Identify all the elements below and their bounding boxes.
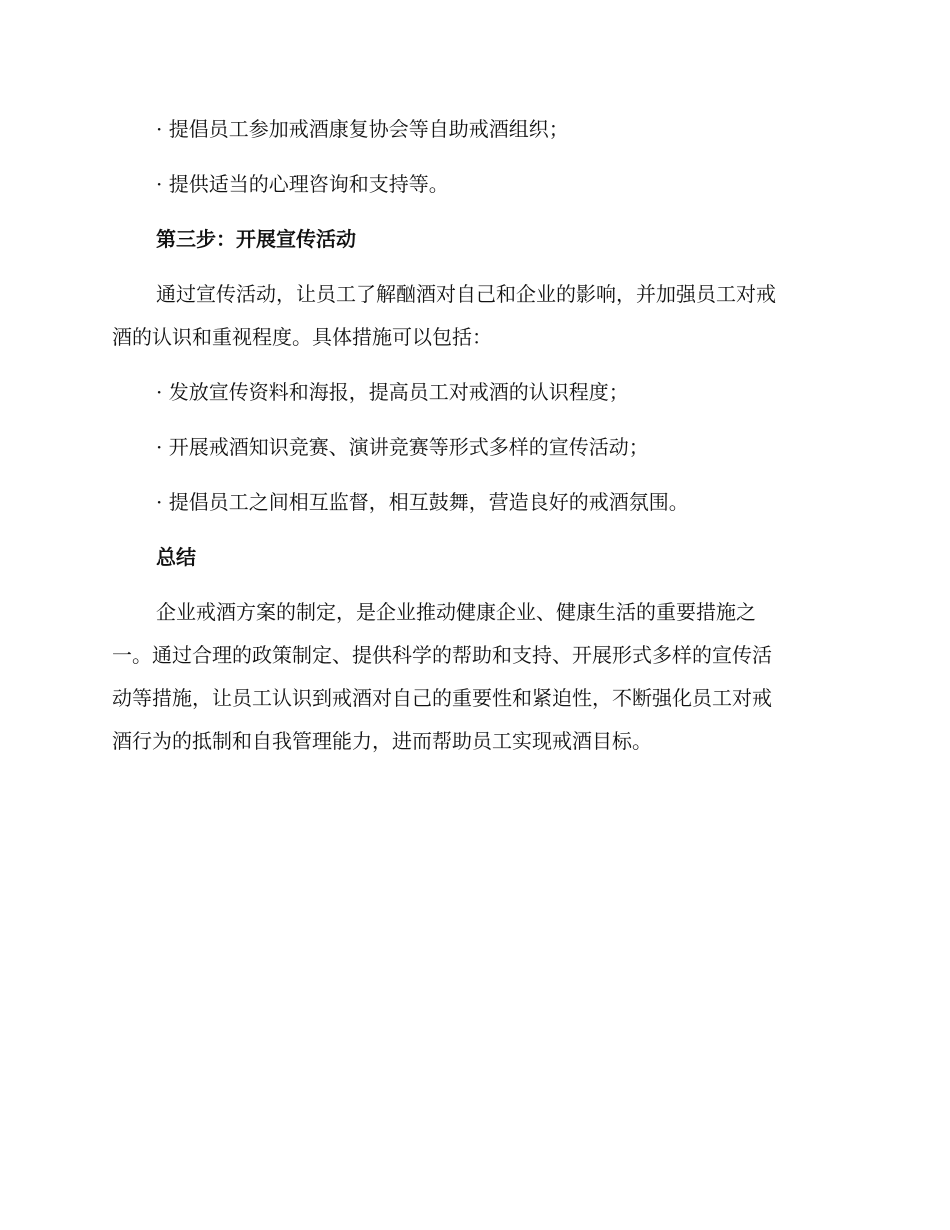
document-body — [112, 108, 832, 775]
paragraph-line: 动等措施，让员工认识到戒酒对自己的重要性和紧迫性，不断强化员工对戒 — [112, 686, 772, 710]
paragraph-line: 企业戒酒方案的制定，是企业推动健康企业、健康生活的重要措施之 — [156, 600, 756, 624]
paragraph-line: 通过宣传活动，让员工了解酗酒对自己和企业的影响，并加强员工对戒 — [156, 282, 776, 306]
paragraph-line: 一。通过合理的政策制定、提供科学的帮助和支持、开展形式多样的宣传活 — [112, 643, 772, 667]
bullet-item: · 开展戒酒知识竞赛、演讲竞赛等形式多样的宣传活动； — [156, 435, 649, 459]
bullet-item: · 提倡员工之间相互监督，相互鼓舞，营造良好的戒酒氛围。 — [156, 490, 689, 514]
paragraph-line: 酒行为的抵制和自我管理能力，进而帮助员工实现戒酒目标。 — [112, 729, 652, 753]
section-heading: 第三步：开展宣传活动 — [156, 227, 356, 251]
bullet-item: · 提供适当的心理咨询和支持等。 — [156, 172, 449, 196]
bullet-item: · 提倡员工参加戒酒康复协会等自助戒酒组织； — [156, 117, 569, 141]
bullet-item: · 发放宣传资料和海报，提高员工对戒酒的认识程度； — [156, 380, 629, 404]
paragraph — [112, 591, 832, 763]
section-heading: 总结 — [156, 545, 196, 569]
paragraph-line: 酒的认识和重视程度。具体措施可以包括： — [112, 325, 492, 349]
paragraph — [112, 273, 832, 359]
